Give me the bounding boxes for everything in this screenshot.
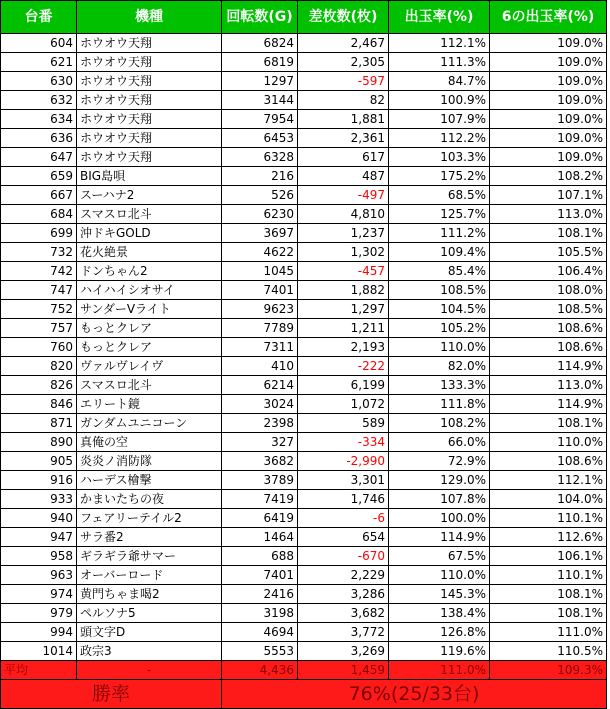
medal-difference: 3,682	[298, 604, 389, 623]
table-row	[1, 129, 607, 148]
machine-name: ヴァルヴレイヴ	[77, 357, 222, 376]
payout-rate: 85.4%	[389, 262, 490, 281]
average-spins: 4,436	[222, 661, 298, 680]
setting6-payout-rate: 109.0%	[490, 72, 607, 91]
machine-number: 747	[1, 281, 77, 300]
machine-number: 905	[1, 452, 77, 471]
average-rate6: 109.3%	[490, 661, 607, 680]
spin-count: 4622	[222, 243, 298, 262]
machine-name: 炎炎ノ消防隊	[77, 452, 222, 471]
payout-rate: 111.8%	[389, 395, 490, 414]
spin-count: 7311	[222, 338, 298, 357]
table-row	[1, 300, 607, 319]
machine-name: スマスロ北斗	[77, 376, 222, 395]
machine-number: 916	[1, 471, 77, 490]
spin-count: 3198	[222, 604, 298, 623]
machine-number: 846	[1, 395, 77, 414]
machine-number: 994	[1, 623, 77, 642]
spin-count: 3144	[222, 91, 298, 110]
machine-name: ホウオウ天翔	[77, 91, 222, 110]
table-row	[1, 623, 607, 642]
spin-count: 410	[222, 357, 298, 376]
machine-name: ドンちゃん2	[77, 262, 222, 281]
machine-number: 732	[1, 243, 77, 262]
machine-number: 979	[1, 604, 77, 623]
spin-count: 7954	[222, 110, 298, 129]
table-row	[1, 148, 607, 167]
machine-name: ギラギラ爺サマー	[77, 547, 222, 566]
machine-name: サンダーVライト	[77, 300, 222, 319]
machine-name: 頭文字D	[77, 623, 222, 642]
medal-difference: 2,229	[298, 566, 389, 585]
medal-difference: -597	[298, 72, 389, 91]
machine-name: ホウオウ天翔	[77, 72, 222, 91]
machine-name: ハイハイシオサイ	[77, 281, 222, 300]
setting6-payout-rate: 109.0%	[490, 53, 607, 72]
spin-count: 2416	[222, 585, 298, 604]
machine-name: ホウオウ天翔	[77, 110, 222, 129]
payout-rate: 105.2%	[389, 319, 490, 338]
machine-name: ホウオウ天翔	[77, 148, 222, 167]
medal-difference: 3,301	[298, 471, 389, 490]
machine-name: 黄門ちゃま喝2	[77, 585, 222, 604]
setting6-payout-rate: 108.1%	[490, 414, 607, 433]
average-diff: 1,459	[298, 661, 389, 680]
medal-difference: 654	[298, 528, 389, 547]
spin-count: 7401	[222, 281, 298, 300]
medal-difference: -2,990	[298, 452, 389, 471]
table-row	[1, 585, 607, 604]
average-row	[1, 661, 607, 680]
setting6-payout-rate: 109.0%	[490, 34, 607, 53]
medal-difference: 1,881	[298, 110, 389, 129]
machine-number: 752	[1, 300, 77, 319]
medal-difference: 2,467	[298, 34, 389, 53]
medal-difference: 1,211	[298, 319, 389, 338]
machine-name: スーハナ2	[77, 186, 222, 205]
machine-name: BIG島唄	[77, 167, 222, 186]
average-rate: 111.0%	[389, 661, 490, 680]
setting6-payout-rate: 105.5%	[490, 243, 607, 262]
setting6-payout-rate: 110.1%	[490, 566, 607, 585]
payout-rate: 82.0%	[389, 357, 490, 376]
setting6-payout-rate: 113.0%	[490, 376, 607, 395]
machine-name: エリート鏡	[77, 395, 222, 414]
payout-rate: 133.3%	[389, 376, 490, 395]
table-row	[1, 243, 607, 262]
spin-count: 688	[222, 547, 298, 566]
payout-rate: 107.8%	[389, 490, 490, 509]
setting6-payout-rate: 109.0%	[490, 148, 607, 167]
payout-rate: 129.0%	[389, 471, 490, 490]
payout-rate: 112.2%	[389, 129, 490, 148]
medal-difference: 4,810	[298, 205, 389, 224]
setting6-payout-rate: 108.1%	[490, 604, 607, 623]
spin-count: 3697	[222, 224, 298, 243]
machine-name: 沖ドキGOLD	[77, 224, 222, 243]
setting6-payout-rate: 112.6%	[490, 528, 607, 547]
table-row	[1, 452, 607, 471]
payout-rate: 175.2%	[389, 167, 490, 186]
payout-rate: 108.2%	[389, 414, 490, 433]
payout-rate: 67.5%	[389, 547, 490, 566]
medal-difference: 2,361	[298, 129, 389, 148]
machine-name: 花火絶景	[77, 243, 222, 262]
medal-difference: -497	[298, 186, 389, 205]
machine-number: 958	[1, 547, 77, 566]
spin-count: 6230	[222, 205, 298, 224]
setting6-payout-rate: 108.6%	[490, 338, 607, 357]
spin-count: 1045	[222, 262, 298, 281]
machine-name: ホウオウ天翔	[77, 129, 222, 148]
payout-rate: 103.3%	[389, 148, 490, 167]
payout-rate: 108.5%	[389, 281, 490, 300]
payout-rate: 112.1%	[389, 34, 490, 53]
medal-difference: 1,297	[298, 300, 389, 319]
machine-number: 604	[1, 34, 77, 53]
machine-number: 757	[1, 319, 77, 338]
medal-difference: 1,237	[298, 224, 389, 243]
header-cell: 6の出玉率(%)	[490, 1, 607, 34]
medal-difference: 617	[298, 148, 389, 167]
payout-rate: 104.5%	[389, 300, 490, 319]
machine-number: 634	[1, 110, 77, 129]
table-row	[1, 91, 607, 110]
table-row	[1, 72, 607, 91]
machine-number: 963	[1, 566, 77, 585]
payout-rate: 111.3%	[389, 53, 490, 72]
medal-difference: 1,746	[298, 490, 389, 509]
payout-rate: 100.0%	[389, 509, 490, 528]
setting6-payout-rate: 114.9%	[490, 395, 607, 414]
payout-rate: 72.9%	[389, 452, 490, 471]
spin-count: 3682	[222, 452, 298, 471]
table-row	[1, 471, 607, 490]
payout-rate: 119.6%	[389, 642, 490, 661]
setting6-payout-rate: 112.1%	[490, 471, 607, 490]
machine-name: スマスロ北斗	[77, 205, 222, 224]
setting6-payout-rate: 108.6%	[490, 319, 607, 338]
medal-difference: -457	[298, 262, 389, 281]
header-cell: 出玉率(%)	[389, 1, 490, 34]
medal-difference: 6,199	[298, 376, 389, 395]
machine-number: 760	[1, 338, 77, 357]
table-row	[1, 642, 607, 661]
setting6-payout-rate: 108.1%	[490, 585, 607, 604]
table-row	[1, 110, 607, 129]
table-row	[1, 53, 607, 72]
machine-number: 1014	[1, 642, 77, 661]
payout-rate: 84.7%	[389, 72, 490, 91]
machine-number: 940	[1, 509, 77, 528]
setting6-payout-rate: 109.0%	[490, 129, 607, 148]
spin-count: 7419	[222, 490, 298, 509]
medal-difference: 2,305	[298, 53, 389, 72]
spin-count: 6419	[222, 509, 298, 528]
spin-count: 6214	[222, 376, 298, 395]
table-row	[1, 604, 607, 623]
medal-difference: -670	[298, 547, 389, 566]
table-row	[1, 262, 607, 281]
machine-number: 826	[1, 376, 77, 395]
setting6-payout-rate: 107.1%	[490, 186, 607, 205]
setting6-payout-rate: 111.0%	[490, 623, 607, 642]
payout-rate: 111.2%	[389, 224, 490, 243]
setting6-payout-rate: 110.5%	[490, 642, 607, 661]
medal-difference: 1,302	[298, 243, 389, 262]
machine-name: フェアリーテイル2	[77, 509, 222, 528]
machine-name: 政宗3	[77, 642, 222, 661]
payout-rate: 114.9%	[389, 528, 490, 547]
machine-number: 947	[1, 528, 77, 547]
medal-difference: 82	[298, 91, 389, 110]
medal-difference: 589	[298, 414, 389, 433]
table-row	[1, 376, 607, 395]
machine-number: 699	[1, 224, 77, 243]
machine-number: 632	[1, 91, 77, 110]
setting6-payout-rate: 110.0%	[490, 433, 607, 452]
setting6-payout-rate: 108.5%	[490, 300, 607, 319]
payout-rate: 110.0%	[389, 566, 490, 585]
spin-count: 526	[222, 186, 298, 205]
win-rate-label: 勝率	[1, 680, 222, 709]
machine-name: もっとクレア	[77, 319, 222, 338]
machine-number: 621	[1, 53, 77, 72]
machine-name: オーバーロード	[77, 566, 222, 585]
spin-count: 6328	[222, 148, 298, 167]
spin-count: 9623	[222, 300, 298, 319]
machine-number: 630	[1, 72, 77, 91]
medal-difference: -6	[298, 509, 389, 528]
table-row	[1, 205, 607, 224]
payout-rate: 125.7%	[389, 205, 490, 224]
medal-difference: -334	[298, 433, 389, 452]
table-row	[1, 338, 607, 357]
payout-rate: 145.3%	[389, 585, 490, 604]
machine-name: サラ番2	[77, 528, 222, 547]
payout-rate: 107.9%	[389, 110, 490, 129]
table-row	[1, 528, 607, 547]
spin-count: 3024	[222, 395, 298, 414]
medal-difference: 487	[298, 167, 389, 186]
medal-difference: 1,072	[298, 395, 389, 414]
table-row	[1, 281, 607, 300]
machine-name: ホウオウ天翔	[77, 53, 222, 72]
medal-difference: 1,882	[298, 281, 389, 300]
table-row	[1, 395, 607, 414]
header-cell: 回転数(G)	[222, 1, 298, 34]
spin-count: 6819	[222, 53, 298, 72]
setting6-payout-rate: 108.2%	[490, 167, 607, 186]
setting6-payout-rate: 110.1%	[490, 509, 607, 528]
header-cell: 差枚数(枚)	[298, 1, 389, 34]
setting6-payout-rate: 108.0%	[490, 281, 607, 300]
setting6-payout-rate: 104.0%	[490, 490, 607, 509]
table-row	[1, 509, 607, 528]
spin-count: 4694	[222, 623, 298, 642]
medal-difference: 3,772	[298, 623, 389, 642]
machine-number: 933	[1, 490, 77, 509]
machine-name: ホウオウ天翔	[77, 34, 222, 53]
table-row	[1, 319, 607, 338]
setting6-payout-rate: 109.0%	[490, 91, 607, 110]
payout-rate: 138.4%	[389, 604, 490, 623]
spin-count: 5553	[222, 642, 298, 661]
machine-number: 974	[1, 585, 77, 604]
setting6-payout-rate: 108.1%	[490, 224, 607, 243]
header-cell: 台番	[1, 1, 77, 34]
table-row	[1, 34, 607, 53]
machine-number: 890	[1, 433, 77, 452]
machine-name: 真俺の空	[77, 433, 222, 452]
spin-count: 1297	[222, 72, 298, 91]
spin-count: 7401	[222, 566, 298, 585]
medal-difference: 3,269	[298, 642, 389, 661]
payout-rate: 68.5%	[389, 186, 490, 205]
table-row	[1, 224, 607, 243]
win-rate-value: 76%(25/33台)	[222, 680, 607, 709]
average-name: -	[77, 661, 222, 680]
spin-count: 327	[222, 433, 298, 452]
machine-number: 667	[1, 186, 77, 205]
setting6-payout-rate: 108.6%	[490, 452, 607, 471]
machine-number: 742	[1, 262, 77, 281]
spin-count: 6453	[222, 129, 298, 148]
spin-count: 7789	[222, 319, 298, 338]
header-row	[1, 1, 607, 34]
win-rate-row	[1, 680, 607, 709]
machine-name: ペルソナ5	[77, 604, 222, 623]
spin-count: 3789	[222, 471, 298, 490]
medal-difference: 2,193	[298, 338, 389, 357]
table-row	[1, 433, 607, 452]
machine-number: 636	[1, 129, 77, 148]
setting6-payout-rate: 109.0%	[490, 110, 607, 129]
table-row	[1, 414, 607, 433]
spin-count: 1464	[222, 528, 298, 547]
machine-number: 871	[1, 414, 77, 433]
header-cell: 機種	[77, 1, 222, 34]
spin-count: 6824	[222, 34, 298, 53]
spin-count: 2398	[222, 414, 298, 433]
payout-rate: 126.8%	[389, 623, 490, 642]
setting6-payout-rate: 113.0%	[490, 205, 607, 224]
table-row	[1, 547, 607, 566]
payout-rate: 66.0%	[389, 433, 490, 452]
setting6-payout-rate: 106.1%	[490, 547, 607, 566]
table-row	[1, 490, 607, 509]
table-body	[1, 34, 607, 661]
payout-rate: 110.0%	[389, 338, 490, 357]
machine-name: ガンダムユニコーン	[77, 414, 222, 433]
payout-rate: 109.4%	[389, 243, 490, 262]
table-row	[1, 167, 607, 186]
medal-difference: -222	[298, 357, 389, 376]
machine-name: もっとクレア	[77, 338, 222, 357]
machine-number: 647	[1, 148, 77, 167]
spin-count: 216	[222, 167, 298, 186]
setting6-payout-rate: 106.4%	[490, 262, 607, 281]
machine-number: 820	[1, 357, 77, 376]
payout-rate: 100.9%	[389, 91, 490, 110]
table-row	[1, 566, 607, 585]
machine-number: 684	[1, 205, 77, 224]
setting6-payout-rate: 114.9%	[490, 357, 607, 376]
machine-name: かまいたちの夜	[77, 490, 222, 509]
average-label: 平均	[1, 661, 77, 680]
table-row	[1, 357, 607, 376]
medal-difference: 3,286	[298, 585, 389, 604]
machine-name: ハーデス檜撃	[77, 471, 222, 490]
machine-number: 659	[1, 167, 77, 186]
table-row	[1, 186, 607, 205]
